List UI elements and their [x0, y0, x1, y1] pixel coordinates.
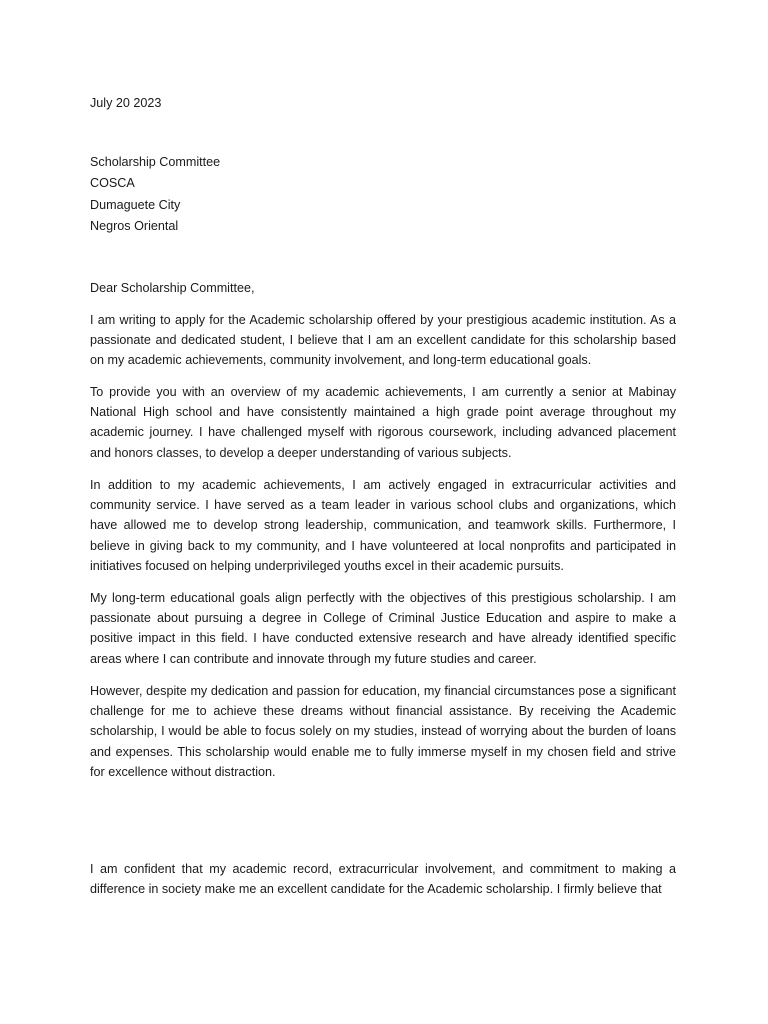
body-paragraph: In addition to my academic achievements, I am actively engaged in extracurricular activities and community service. I have served as a team leader in various school clubs and organizations, which have allowed me to develop strong leadership, communication, and teamwork skills. Furthermore, I believe in giving back to my community, and I have volunteered at local nonprofits and participated in initiatives focused on helping underprivileged youths excel in their academic pursuits.	[90, 478, 676, 573]
salutation: Dear Scholarship Committee,	[90, 281, 255, 295]
body-paragraph: My long-term educational goals align perfectly with the objectives of this prestigious scholarship. I am passionate about pursuing a degree in College of Criminal Justice Education and aspire to make a positive impact in this field. I have conducted extensive research and have already identified specific areas where I can contribute and innovate through my future studies and career.	[90, 591, 676, 666]
recipient-address	[90, 152, 220, 237]
recipient-line: Negros Oriental	[90, 218, 179, 233]
body-paragraph: However, despite my dedication and passion for education, my financial circumstances pose a significant challenge for me to achieve these dreams without financial assistance. By receiving the Academic scholarship, I would be able to focus solely on my studies, instead of worrying about the burden of loans and expenses. This scholarship would enable me to fully immerse myself in my chosen field and strive for excellence without distraction.	[90, 684, 676, 779]
letter-date: July 20 2023	[90, 96, 162, 110]
recipient-line: Dumaguete City	[90, 197, 181, 212]
body-paragraph: To provide you with an overview of my academic achievements, I am currently a senior at Mabinay National High school and have consistently maintained a high grade point average throughout my academic journey. I have challenged myself with rigorous coursework, including advanced placement and honors classes, to develop a deeper understanding of various subjects.	[90, 385, 676, 460]
body-paragraph: I am confident that my academic record, extracurricular involvement, and commitment to making a difference in society make me an excellent candidate for the Academic scholarship. I firmly believe that	[90, 862, 676, 897]
recipient-line: COSCA	[90, 176, 135, 191]
recipient-line: Scholarship Committee	[90, 155, 221, 169]
body-paragraph: I am writing to apply for the Academic scholarship offered by your prestigious academic institution. As a passionate and dedicated student, I believe that I am an excellent candidate for this scholarship based on my academic achievements, community involvement, and long-term educational goals.	[90, 313, 676, 368]
